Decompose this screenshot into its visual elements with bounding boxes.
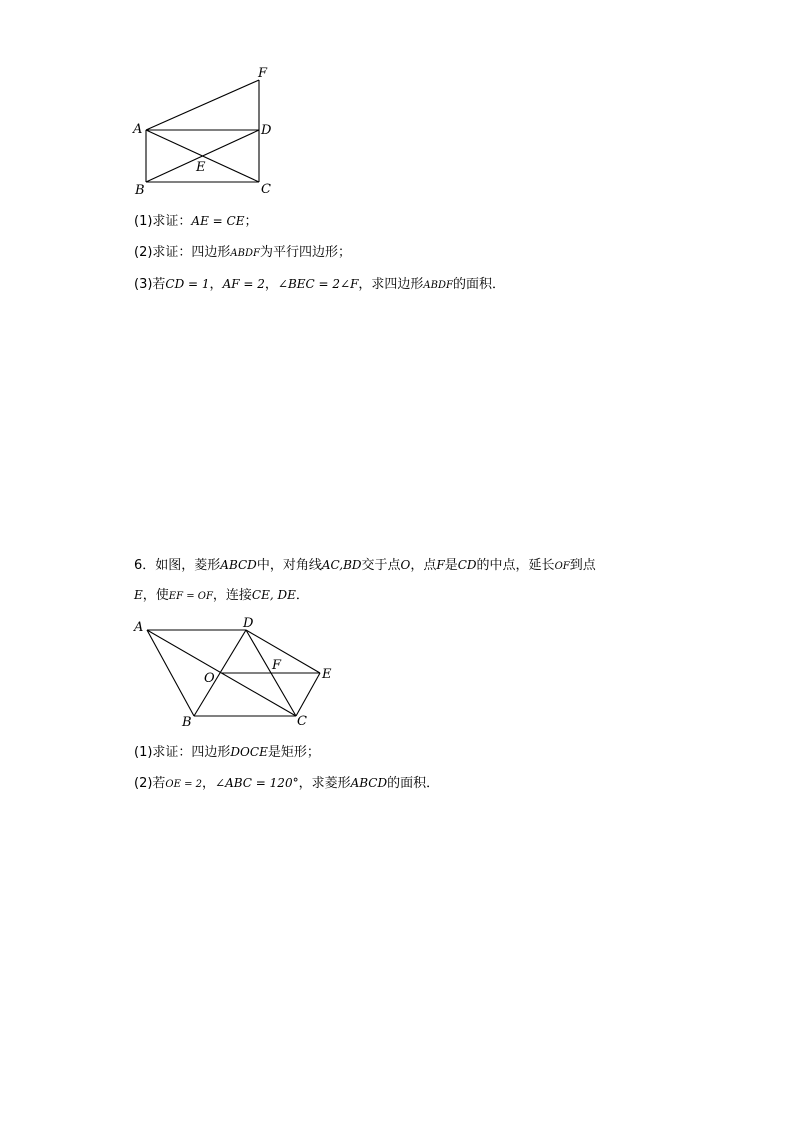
math-expression: ∠ABC = 120°: [215, 776, 299, 790]
math-expression: ABCD: [350, 776, 388, 790]
problem-number: 6．: [134, 558, 156, 573]
q-text: ，: [202, 776, 216, 791]
problem5-question-2: [134, 245, 351, 262]
q-text: (2)若: [134, 776, 166, 791]
math-expression: ∠BEC = 2∠F: [277, 277, 359, 291]
math-expression: E: [134, 588, 143, 602]
q-text: ，: [209, 277, 223, 292]
math-expression: O: [400, 558, 411, 572]
math-expression: OF: [554, 561, 570, 572]
q-text: (2)求证：四边形: [134, 245, 231, 260]
math-expression: AC,BD: [321, 558, 362, 572]
math-expression: AF = 2: [222, 277, 265, 291]
problem6-stem-line-2: [134, 587, 309, 605]
segment-de: [246, 630, 320, 673]
stem-text: 交于点: [361, 558, 401, 573]
math-expression: CD = 1: [165, 277, 210, 291]
label-b: B: [182, 715, 192, 730]
problem5-question-1: [134, 213, 258, 230]
math-expression: AE = CE: [191, 214, 245, 228]
q-text: (1)求证：: [134, 214, 192, 229]
label-c: C: [261, 182, 271, 197]
math-expression: EF = OF: [168, 591, 213, 602]
stem-text: 的中点，延长: [476, 558, 555, 573]
stem-text: 是: [444, 558, 458, 573]
q-text: 的面积．: [452, 277, 505, 292]
q-text: (3)若: [134, 277, 166, 292]
stem-text: ．: [295, 588, 309, 603]
label-a: A: [133, 122, 143, 137]
label-f: F: [272, 658, 282, 673]
math-expression: CD: [457, 558, 477, 572]
math-expression: ABDF: [230, 248, 260, 259]
label-d: D: [243, 616, 254, 631]
q-text: 的面积．: [387, 776, 440, 791]
label-c: C: [297, 714, 307, 729]
q-text: 是矩形；: [267, 745, 320, 760]
math-expression: CE, DE: [251, 588, 296, 602]
label-d: D: [261, 123, 272, 138]
math-expression: DOCE: [230, 745, 268, 759]
q-text: ，求四边形: [358, 277, 424, 292]
q-text: ，求菱形: [298, 776, 351, 791]
stem-text: 如图，菱形: [155, 558, 221, 573]
stem-text: ，使: [142, 588, 169, 603]
segment-ce: [296, 673, 320, 716]
stem-text: 到点: [569, 558, 596, 573]
label-f: F: [258, 66, 268, 81]
label-e: E: [322, 667, 332, 682]
q-text: ；: [244, 214, 258, 229]
math-expression: ABDF: [423, 280, 453, 291]
problem5-figure: [0, 0, 794, 210]
problem6-question-1: [134, 744, 320, 761]
label-a: A: [134, 620, 144, 635]
problem6-figure: [0, 610, 794, 740]
math-expression: OE = 2: [165, 779, 203, 790]
segment-ab: [147, 630, 194, 716]
problem6-stem-line-1: [134, 557, 596, 575]
figure-lines: [147, 630, 320, 716]
q-text: ，: [264, 277, 278, 292]
q-text: 为平行四边形；: [259, 245, 351, 260]
segment-af: [146, 80, 259, 130]
label-b: B: [135, 183, 145, 198]
math-expression: F: [436, 558, 445, 572]
stem-text: ，连接: [212, 588, 252, 603]
problem5-question-3: [134, 276, 505, 294]
stem-text: 中，对角线: [256, 558, 322, 573]
label-e: E: [196, 160, 206, 175]
label-o: O: [204, 671, 215, 686]
stem-text: ，点: [410, 558, 437, 573]
q-text: (1)求证：四边形: [134, 745, 231, 760]
math-expression: ABCD: [220, 558, 257, 572]
problem6-question-2: [134, 775, 439, 793]
